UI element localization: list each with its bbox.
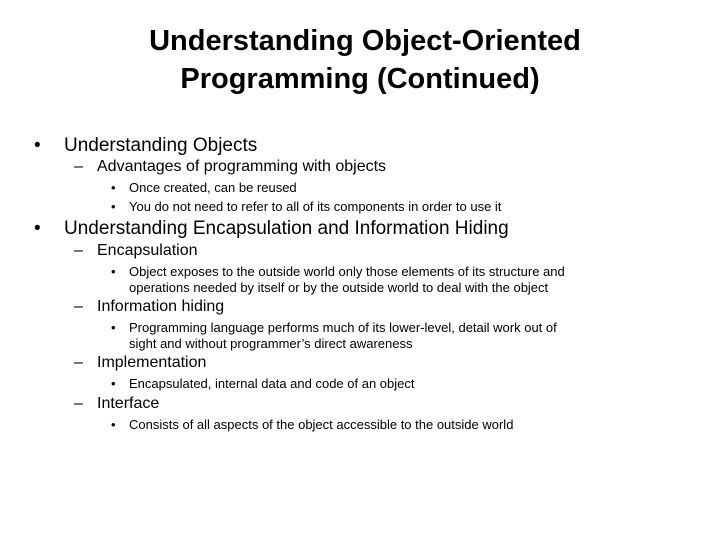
- subbullet-marker: –: [74, 354, 83, 371]
- detail-text: Once created, can be reused: [129, 180, 297, 195]
- subbullet-text: Advantages of programming with objects: [97, 158, 387, 175]
- slide-title-line-1: Understanding Object-Oriented: [149, 25, 581, 57]
- subbullet-marker: –: [74, 242, 83, 259]
- detail-text: Consists of all aspects of the object accessible to the outside world: [129, 417, 514, 432]
- detail-marker: •: [111, 320, 116, 335]
- bullet-text: Understanding Objects: [64, 135, 258, 156]
- detail-marker: •: [111, 376, 116, 391]
- subbullet-text: Implementation: [97, 354, 207, 371]
- subbullet-text: Interface: [97, 395, 160, 412]
- detail-text-line-1: Programming language performs much of its lower-level, detail work out of: [129, 320, 557, 335]
- detail-marker: •: [111, 199, 116, 214]
- detail-text-line-1: Object exposes to the outside world only those elements of its structure and: [129, 264, 565, 279]
- slide-title: [0, 22, 720, 98]
- subbullet-marker: –: [74, 158, 83, 175]
- detail-text: You do not need to refer to all of its components in order to use it: [129, 199, 502, 214]
- bullet-marker: •: [34, 135, 41, 156]
- detail-marker: •: [111, 180, 116, 195]
- detail-text: Encapsulated, internal data and code of an object: [129, 376, 415, 391]
- detail-marker: •: [111, 264, 116, 279]
- subbullet-marker: –: [74, 298, 83, 315]
- detail-marker: •: [111, 417, 116, 432]
- subbullet-marker: –: [74, 395, 83, 412]
- subbullet-text: Information hiding: [97, 298, 225, 315]
- subbullet-text: Encapsulation: [97, 242, 198, 259]
- detail-text-line-2: operations needed by itself or by the outside world to deal with the object: [129, 280, 549, 295]
- bullet-marker: •: [34, 218, 41, 239]
- bullet-text: Understanding Encapsulation and Information Hiding: [64, 218, 509, 239]
- slide-title-line-2: Programming (Continued): [180, 63, 540, 95]
- detail-text-line-2: sight and without programmer’s direct awareness: [129, 336, 413, 351]
